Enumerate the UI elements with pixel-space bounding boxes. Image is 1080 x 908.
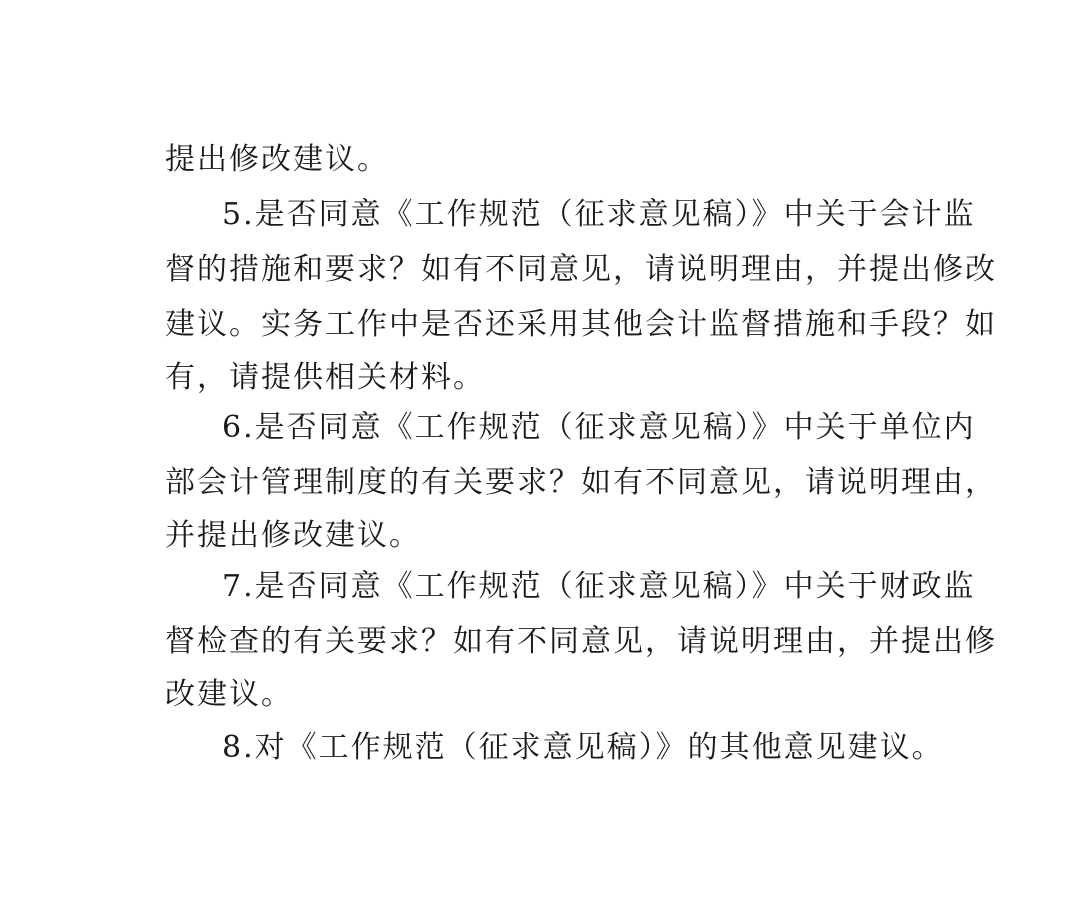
text-line: 改建议。 bbox=[165, 677, 293, 712]
text-line: 部会计管理制度的有关要求？如有不同意见，请说明理由， bbox=[165, 465, 997, 500]
question-7-line: 7.是否同意《工作规范（征求意见稿）》中关于财政监 bbox=[222, 569, 976, 604]
question-8-line: 8.对《工作规范（征求意见稿）》的其他意见建议。 bbox=[222, 730, 944, 765]
question-5-line: 5.是否同意《工作规范（征求意见稿）》中关于会计监 bbox=[222, 197, 976, 232]
text-line: 并提出修改建议。 bbox=[165, 518, 421, 553]
text-line: 督检查的有关要求？如有不同意见，请说明理由，并提出修 bbox=[165, 624, 997, 659]
question-6-line: 6.是否同意《工作规范（征求意见稿）》中关于单位内 bbox=[222, 410, 976, 445]
text-line: 提出修改建议。 bbox=[165, 142, 389, 177]
text-line: 有，请提供相关材料。 bbox=[165, 360, 485, 395]
text-line: 督的措施和要求？如有不同意见，请说明理由，并提出修改 bbox=[165, 252, 997, 287]
text-line: 建议。实务工作中是否还采用其他会计监督措施和手段？如 bbox=[165, 307, 997, 342]
